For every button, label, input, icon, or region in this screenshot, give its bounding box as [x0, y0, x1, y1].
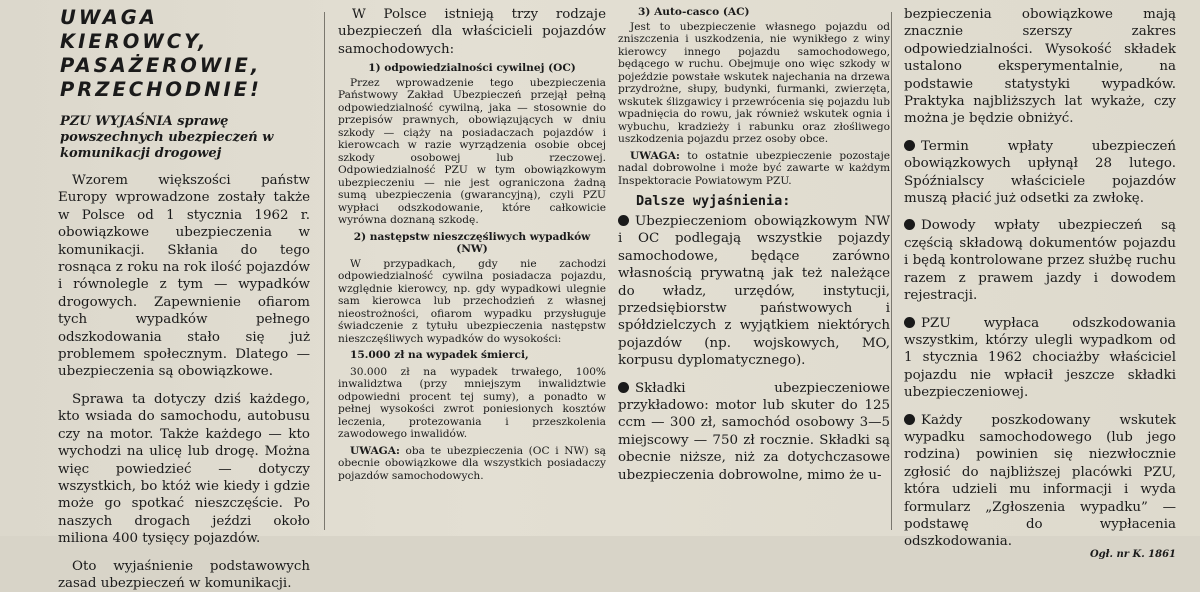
- column-4: [904, 6, 1176, 560]
- ac-text: Jest to ubezpieczenie własnego pojazdu od zniszczenia i uszkodzenia, nie wynikłego z winy kierowcy innego pojazdu samochodowego, będącego w ruchu. Obejmuje ono więc szkody w pojeździe powstałe wskutek najechania na drzewa przydrożne, słupy, budynki, furmanki, zwierzęta, wskutek ślizgawicy i przewrócenia się pojazdu lub wpadnięcia do rowu, jak również wskutek ognia i wybuchu, kradzieży i rabunku oraz złośliwego uszkodzenia pojazdu przez osoby obce.: [618, 20, 890, 145]
- bullet-item: [904, 315, 1176, 402]
- oc-title: 1) odpowiedzialności cywilnej (OC): [368, 62, 576, 75]
- bullet-text: Składki ubezpieczeniowe przykładowo: motor lub skuter do 125 ccm — 300 zł, samochód osobowy 3—5 miejscowy — 750 zł rocznie. Składki są obecnie niższe, niż za dotychczasowe ubezpieczenia dobrowolne, mimo że u-: [618, 380, 890, 483]
- column-1: [58, 6, 310, 591]
- bullet-icon: [904, 219, 915, 230]
- column-rule: [891, 12, 892, 530]
- nw-note: [338, 445, 606, 483]
- paragraph: Sprawa ta dotyczy dziś każdego, kto wsiada do samochodu, autobusu czy na motor. Także każdego — kto wychodzi na ulicę lub drogę. Można więc powiedzieć — dotyczy wszystkich, bo któż wie kiedy i gdzie może go spotkać nieszczęście. Po naszych drogach jeździ około miliona 400 tysięcy pojazdów.: [58, 391, 310, 547]
- nw-text: W przypadkach, gdy nie zachodzi odpowiedzialność cywilna posiadacza pojazdu, względnie kierowcy, np. gdy wypadkowi ulegnie sam kierowca lub przechodzień z własnej nieostrożności, ofiarom wypadku przysługuje świadczenie z tytułu ubezpieczenia następstw nieszczęśliwych wypadków do wysokości:: [338, 257, 606, 345]
- types-intro: [338, 6, 606, 58]
- bullet-item: [618, 380, 890, 484]
- oc-text: Przez wprowadzenie tego ubezpieczenia Państwowy Zakład Ubezpieczeń przejął pełną odpowiedzialność cywilną, jaka — stosownie do przepisów prawnych, obowiązujących w dniu szkody — ciąży na posiadaczach pojazdów i kierowcach w razie wyrządzenia osobie obcej szkody osobowej lub rzeczowej. Odpowiedzialność PZU w tym obowiązkowym ubezpieczeniu — nie jest ograniczona żadną sumą ubezpieczenia (gwarancyjną), czyli PZU wypłaci odszkodowanie, które całkowicie wyrówna doznaną szkodę.: [338, 76, 606, 227]
- lead: PZU WYJAŚNIA sprawę powszechnych ubezpieczeń w komunikacji drogowej: [60, 114, 274, 161]
- note-label: UWAGA:: [350, 444, 400, 457]
- note-text: oba te ubezpieczenia (OC i NW) są obecnie obowiązkowe dla wszystkich posiadaczy pojazdów samochodowych.: [338, 444, 606, 482]
- bullet-item: [904, 138, 1176, 208]
- ac-section: [618, 6, 890, 187]
- bullet-item: [904, 412, 1176, 551]
- continuation-text: bezpieczenia obowiązkowe mają znacznie szerszy zakres odpowiedzialności. Wysokość składek ustalono eksperymentalnie, na podstawie statystyki wypadków. Praktyka najbliższych lat wykaże, czy można je będzie obniżyć.: [904, 7, 1176, 127]
- paragraph: Wzorem większości państw Europy wprowadzone zostały także w Polsce od 1 stycznia 1962 r. obowiązkowe ubezpieczenia w komunikacji. Skłania do tego rosnąca z roku na rok ilość pojazdów i równolegle z tym — wypadków drogowych. Zapewnienie ofiarom tych wypadków pełnego odszkodowania stało się już problemem społecznym. Dlatego — ubezpieczenia są obowiązkowe.: [58, 173, 310, 380]
- ac-title: 3) Auto-casco (AC): [638, 6, 750, 18]
- note-label: UWAGA:: [630, 149, 680, 162]
- bullet-text: Dowody wpłaty ubezpieczeń są częścią składową dokumentów pojazdu i będą kontrolowane przez służbę ruchu razem z prawem jazdy i dowodem rejestracji.: [904, 218, 1176, 304]
- further-continued: [904, 6, 1176, 551]
- nw-amount-disability: 30.000 zł na wypadek trwałego, 100% inwalidztwa (przy mniejszym inwalidztwie odpowiedni procent tej sumy), a ponadto w pełnej wysokości zwrot poniesionych kosztów leczenia, protezowania i przeszkolenia zawodowego inwalidów.: [338, 365, 606, 441]
- bullet-item: [618, 213, 890, 370]
- bullet-text: Każdy poszkodowany wskutek wypadku samochodowego (lub jego rodzina) powinien się niezwłocznie zgłosić do najbliższej placówki PZU, która udzieli mu informacji i wyda formularz „Zgłoszenia wypadku” — podstawę do wypłacenia odszkodowania.: [904, 412, 1176, 550]
- bullet-icon: [618, 382, 629, 393]
- further-bullets: [618, 213, 890, 484]
- bullet-text: Termin wpłaty ubezpieczeń obowiązkowych upłynął 28 lutego. Spóźnialscy właściciele pojazdów muszą płacić już odsetki za zwłokę.: [904, 138, 1176, 207]
- further-heading: Dalsze wyjaśnienia:: [636, 193, 791, 209]
- column-rule: [324, 12, 325, 530]
- nw-title: 2) następstw nieszczęśliwych wypadków (NW): [353, 230, 591, 256]
- bullet-icon: [904, 414, 915, 425]
- column-3: [618, 6, 890, 532]
- note-text: to ostatnie ubezpieczenie pozostaje nadal dobrowolne i może być zawarte w każdym Inspektoracie Powiatowym PZU.: [618, 149, 890, 187]
- bullet-item: [904, 217, 1176, 304]
- bullet-icon: [904, 140, 915, 151]
- bullet-text: PZU wypłaca odszkodowania wszystkim, którzy ulegli wypadkom od 1 stycznia 1962 chociażby właściciel pojazdu nie wpłacił jeszcze składki ubezpieczeniowej.: [904, 315, 1176, 401]
- nw-amount-death: 15.000 zł na wypadek śmierci,: [350, 349, 529, 362]
- bullet-icon: [904, 317, 915, 328]
- ad-signature: Ogł. nr K. 1861: [1089, 548, 1176, 560]
- bullet-icon: [618, 215, 629, 226]
- insurance-types: [338, 62, 606, 482]
- column-2: [338, 6, 606, 532]
- headline: UWAGA KIEROWCY, PASAŻEROWIE, PRZECHODNIE!: [60, 6, 262, 101]
- intro-text: [58, 172, 310, 592]
- paragraph: W Polsce istnieją trzy rodzaje ubezpieczeń dla właścicieli pojazdów samochodowych:: [338, 7, 606, 57]
- paragraph: Oto wyjaśnienie podstawowych zasad ubezpieczeń w komunikacji.: [58, 558, 310, 591]
- ac-note: [618, 150, 890, 188]
- bullet-text: Ubezpieczeniom obowiązkowym NW i OC podlegają wszystkie pojazdy samochodowe, będące zarówno własnością prywatną jak też należące do władz, urzędów, instytucji, przedsiębiorstw państwowych i spółdzielczych z wyjątkiem niektórych pojazdów (np. wojskowych, MO, korpusu dyplomatycznego).: [618, 214, 890, 369]
